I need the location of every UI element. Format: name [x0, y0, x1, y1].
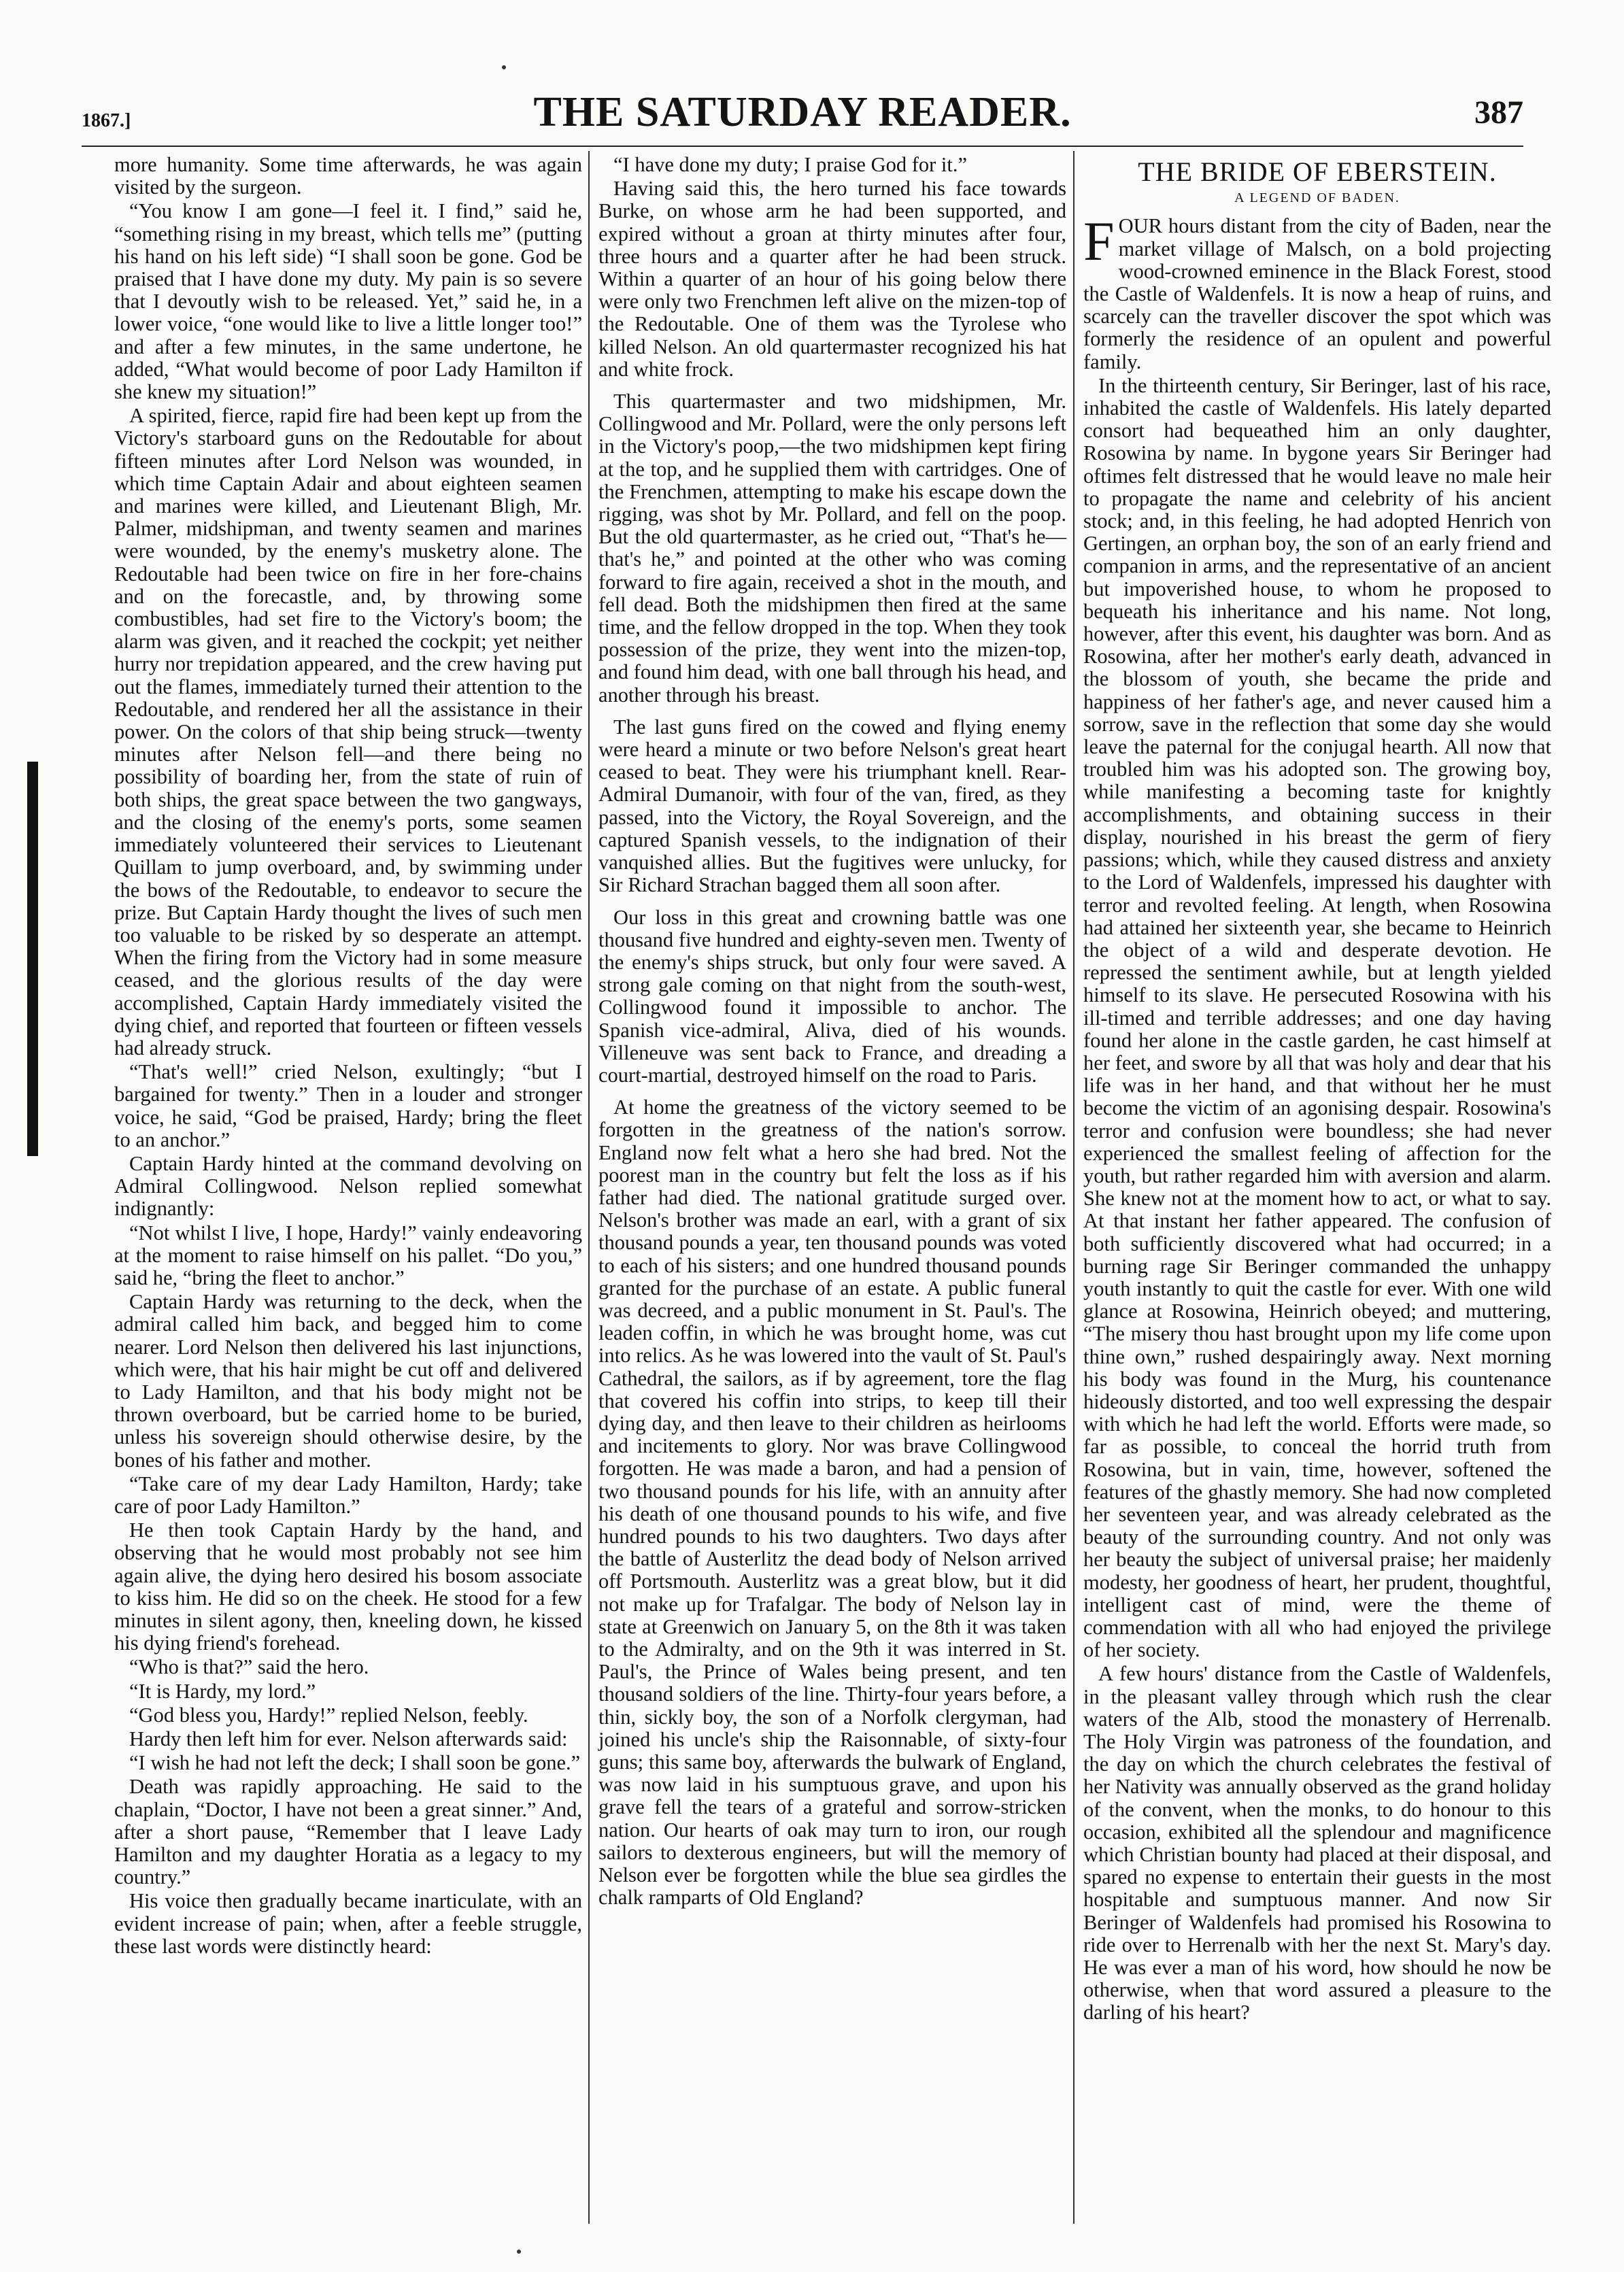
- paragraph: Death was rapidly approaching. He said to the chaplain, “Doctor, I have not been a great sinner.” And, after a short pause, “Remember that I leave Lady Hamilton and my daughter Horatia as a legacy to my country.”: [114, 1775, 582, 1889]
- column-2: [598, 154, 1066, 1910]
- paragraph: This quartermaster and two midshipmen, Mr. Collingwood and Mr. Pollard, were the only persons left in the Victory's poop,—the two midshipmen kept firing at the top, and he supplied them with cartridges. One of the Frenchmen, attempting to make his escape down the rigging, was shot by Mr. Pollard, and fell on the poop. But the old quartermaster, as he cried out, “That's he—that's he,” and pointed at the other who was coming forward to fire again, received a shot in the mouth, and fell dead. Both the midshipmen then fired at the same time, and the fellow dropped in the top. When they took possession of the prize, they went into the mizen-top, and found him dead, with one ball through his head, and another through his breast.: [598, 390, 1066, 707]
- column-1: [114, 154, 582, 1959]
- paragraph: Hardy then left him for ever. Nelson afterwards said:: [129, 1727, 568, 1751]
- paragraph: In the thirteenth century, Sir Beringer, last of his race, inhabited the castle of Waldenfels. His lately departed consort had bequeathed him an only daughter, Rosowina by name. In bygone years Sir Beringer had oftimes felt distressed that he would leave no male heir to propagate the name and celebrity of his ancient stock; and, in this feeling, he had adopted Henrich von Gertingen, an orphan boy, the son of an early friend and companion in arms, and the representative of an ancient but impoverished house, to whom he proposed to bequeath his inheritance and his name. Not long, however, after this event, his daughter was born. And as Rosowina, after her mother's early death, advanced in the blossom of youth, she became the pride and happiness of her father's age, and never caused him a sorrow, save in the reflection that some day she would leave the paternal for the conjugal hearth. All now that troubled him was his adopted son. The growing boy, while manifesting a becoming taste for knightly accomplishments, and obtaining success in their display, nourished in his breast the germ of fiery passions; which, while they caused distress and anxiety to the Lord of Waldenfels, impressed his daughter with terror and revolted feeling. At length, when Rosowina had attained her sixteenth year, she became to Heinrich the object of a wild and desperate devotion. He repressed the sentiment awhile, but at length yielded himself to its slave. He persecuted Rosowina with his ill-timed and terrible addresses; and one day having found her alone in the castle garden, he cast himself at her feet, and swore by all that was holy and dear that his life was in her hand, and that without her he must become the victim of an agonising despair. Rosowina's terror and confusion were boundless; she had never experienced the smallest feeling of affection for the youth, but rather regarded him with aversion and alarm. She knew not at the moment how to act, or what to say. At that instant her father appeared. The confusion of both sufficiently discovered what had occurred; in a burning rage Sir Beringer commanded the unhappy youth instantly to quit the castle for ever. With one wild glance at Rosowina, Heinrich obeyed; and muttering, “The misery thou hast brought upon my life come upon thine own,” rushed despairingly away. Next morning his body was found in the Murg, his countenance hideously distorted, and too well expressing the despair with which he had left the world. Efforts were made, so far as possible, to conceal the horrid truth from Rosowina, but in vain, time, however, softened the features of the ghastly memory. She had now completed her seventeen year, and was already celebrated as the beauty of the surrounding country. And not only was her beauty the subject of universal praise; her maidenly modesty, her goodness of heart, her prudent, thoughtful, intelligent cast of mind, were the theme of commendation with all who had enjoyed the privilege of her society.: [1083, 373, 1551, 1662]
- paragraph: “Take care of my dear Lady Hamilton, Hardy; take care of poor Lady Hamilton.”: [114, 1472, 582, 1518]
- paragraph: He then took Captain Hardy by the hand, and observing that he would most probably not see him again alive, the dying hero desired his bosom associate to kiss him. He did so on the cheek. He stood for a few minutes in silent agony, then, kneeling down, he kissed his dying friend's forehead.: [114, 1519, 582, 1655]
- opening-paragraph: [1083, 210, 1551, 373]
- paragraph: more humanity. Some time afterwards, he was again visited by the surgeon.: [114, 153, 582, 199]
- paragraph: His voice then gradually became inarticulate, with an evident increase of pain; when, after a feeble struggle, these last words were distinctly heard:: [114, 1889, 582, 1958]
- paragraph: “God bless you, Hardy!” replied Nelson, feebly.: [129, 1703, 528, 1727]
- story-title: THE BRIDE OF EBERSTEIN.: [1138, 156, 1497, 187]
- paragraph: “It is Hardy, my lord.”: [129, 1679, 316, 1703]
- page-header: [82, 88, 1523, 146]
- paragraph: At home the greatness of the victory seemed to be forgotten in the greatness of the nation's sorrow. England now felt what a hero she had bred. Not the poorest man in the country but felt the loss as if his father had died. The national gratitude surged over. Nelson's brother was made an earl, with a grant of six thousand pounds a year, ten thousand pounds was voted to each of his sisters; and one hundred thousand pounds granted for the purchase of an estate. A public funeral was decreed, and a public monument in St. Paul's. The leaden coffin, in which he was brought home, was cut into relics. As he was lowered into the vault of St. Paul's Cathedral, the sailors, as if by agreement, tore the flag that covered his coffin into strips, to keep till their dying day, and then leave to their children as heirlooms and incitements to glory. Nor was brave Collingwood forgotten. He was made a baron, and had a pension of two thousand pounds for his life, with an annuity after his death of one thousand pounds to his wife, and five hundred pounds to his two daughters. Two days after the battle of Austerlitz the dead body of Nelson arrived off Portsmouth. Austerlitz was a great blow, but it did not make up for Trafalgar. The body of Nelson lay in state at Greenwich on January 5, on the 8th it was taken to the Admiralty, and on the 9th it was interred in St. Paul's, the Prince of Wales being present, and ten thousand soldiers of the line. Thirty-four years before, a thin, sickly boy, the son of a Norfolk clergyman, had joined his uncle's ship the Raisonnable, of sixty-four guns; this same boy, afterwards the bulwark of England, was now laid in his sumptuous grave, and upon his grave fell the tears of a grateful and sorrow-stricken nation. Our hearts of oak may turn to iron, our rough sailors to dexterous engineers, but will the memory of Nelson ever be forgotten while the blue sea girdles the chalk ramparts of Old England?: [598, 1096, 1066, 1910]
- paragraph: “I wish he had not left the deck; I shall soon be gone.”: [129, 1751, 581, 1775]
- drop-cap: F: [1083, 210, 1115, 273]
- paragraph: “That's well!” cried Nelson, exultingly; “but I bargained for twenty.” Then in a louder and stronger voice, he said, “God be praised, Hardy; bring the fleet to an anchor.”: [114, 1060, 582, 1151]
- paragraph: The last guns fired on the cowed and flying enemy were heard a minute or two before Nelson's great heart ceased to beat. They were his triumphant knell. Rear-Admiral Dumanoir, with four of the van, fired, as they passed, into the Victory, the Royal Sovereign, and the captured Spanish vessels, to the indignation of their vanquished allies. But the fugitives were unlucky, for Sir Richard Strachan bagged them all soon after.: [598, 715, 1066, 897]
- publication-title: THE SATURDAY READER.: [533, 89, 1072, 135]
- margin-scan-mark: [27, 762, 38, 1156]
- page-number: 387: [1474, 95, 1523, 131]
- paragraph: A spirited, fierce, rapid fire had been kept up from the Victory's starboard guns on the Redoutable for about fifteen minutes after Lord Nelson was wounded, in which time Captain Adair and about eighteen seamen and marines were killed, and Lieutenant Bligh, Mr. Palmer, midshipman, and twenty seamen and marines were wounded, by the enemy's musketry alone. The Redoutable had been twice on fire in her fore-chains and on the forecastle, and, by throwing some combustibles, had set fire to the Victory's boom; the alarm was given, and it reached the cockpit; yet neither hurry nor trepidation appeared, and the crew having put out the flames, immediately turned their attention to the Redoutable, and rendered her all the assistance in their power. On the colors of that ship being struck—twenty minutes after Nelson fell—and there being no possibility of boarding her, from the state of ruin of both ships, the great space between the two gangways, and the closing of the enemy's ports, some seamen immediately volunteered their services to Lieutenant Quillam to jump overboard, and, by swimming under the bows of the Redoutable, to endeavor to secure the prize. But Captain Hardy thought the lives of such men too valuable to be risked by so desperate an attempt. When the firing from the Victory had in some measure ceased, and the glorious results of the day were accomplished, Captain Hardy immediately visited the dying chief, and reported that fourteen or fifteen vessels had already struck.: [114, 404, 582, 1059]
- paragraph: Captain Hardy hinted at the command devolving on Admiral Collingwood. Nelson replied somewhat indignantly:: [114, 1151, 582, 1221]
- column-rule-2: [1073, 151, 1075, 2224]
- paragraph: A few hours' distance from the Castle of Waldenfels, in the pleasant valley through which rush the clear waters of the Alb, stood the monastery of Herrenalb. The Holy Virgin was patroness of the foundation, and the day on which the church celebrates the festival of her Nativity was annually observed as the grand holiday of the convent, when the monks, to do honour to this occasion, exhibited all the splendour and magnificence which Christian bounty had placed at their disposal, and spared no expense to entertain their guests in the most hospitable and sumptuous manner. And now Sir Beringer of Waldenfels had promised his Rosowina to ride over to Herrenalb with her the next St. Mary's day. He was ever a man of his word, how should he now be otherwise, when that word assured a pleasure to the darling of his heart?: [1083, 1662, 1551, 2024]
- header-year: 1867.]: [82, 110, 131, 131]
- paragraph: Our loss in this great and crowning battle was one thousand five hundred and eighty-seven men. Twenty of the enemy's ships struck, but only four were saved. A strong gale coming on that night from the south-west, Collingwood found it impossible to anchor. The Spanish vice-admiral, Aliva, died of his wounds. Villeneuve was sent back to France, and dreading a court-martial, destroyed himself on the road to Paris.: [598, 905, 1066, 1087]
- story-subtitle: A LEGEND OF BADEN.: [1234, 190, 1400, 206]
- paragraph: “I have done my duty; I praise God for it.”: [613, 153, 968, 176]
- paragraph: “Not whilst I live, I hope, Hardy!” vainly endeavoring at the moment to raise himself on his pallet. “Do you,” said he, “bring the fleet to anchor.”: [114, 1221, 582, 1289]
- paragraph: “You know I am gone—I feel it. I find,” said he, “something rising in my breast, which tells me” (putting his hand on his left side) “I shall soon be gone. God be praised that I have done my duty. My pain is so severe that I devoutly wish to be released. Yet,” said he, in a lower voice, “one would like to live a little longer too!” and after a few minutes, in the same undertone, he added, “What would become of poor Lady Hamilton if she knew my situation!”: [114, 199, 582, 404]
- column-rule-1: [588, 151, 590, 2224]
- ink-speck-top: [502, 65, 506, 69]
- paragraph: Captain Hardy was returning to the deck, when the admiral called him back, and begged him to come nearer. Lord Nelson then delivered his last injunctions, which were, that his hair might be cut off and delivered to Lady Hamilton, and that his body might not be thrown overboard, but be carried home to be buried, unless his sovereign should otherwise desire, by the bones of his father and mother.: [114, 1290, 582, 1472]
- header-rule: [82, 146, 1523, 147]
- ink-speck-bottom: [517, 2250, 521, 2254]
- paragraph: “Who is that?” said the hero.: [129, 1655, 369, 1679]
- paragraph: Having said this, the hero turned his face towards Burke, on whose arm he had been supported, and expired without a groan at thirty minutes after four, three hours and a quarter after he had been struck. Within a quarter of an hour of his going below there were only two Frenchmen left alive on the mizen-top of the Redoutable. One of them was the Tyrolese who killed Nelson. An old quartermaster recognized his hat and white frock.: [598, 177, 1066, 381]
- opening-text: OUR hours distant from the city of Baden, near the market village of Malsch, on a bold projecting wood-crowned eminence in the Black Forest, stood the Castle of Waldenfels. It is now a heap of ruins, and scarcely can the traveller discover the spot which was formerly the residence of an opulent and powerful family.: [1083, 214, 1551, 373]
- column-3: [1083, 154, 1551, 2026]
